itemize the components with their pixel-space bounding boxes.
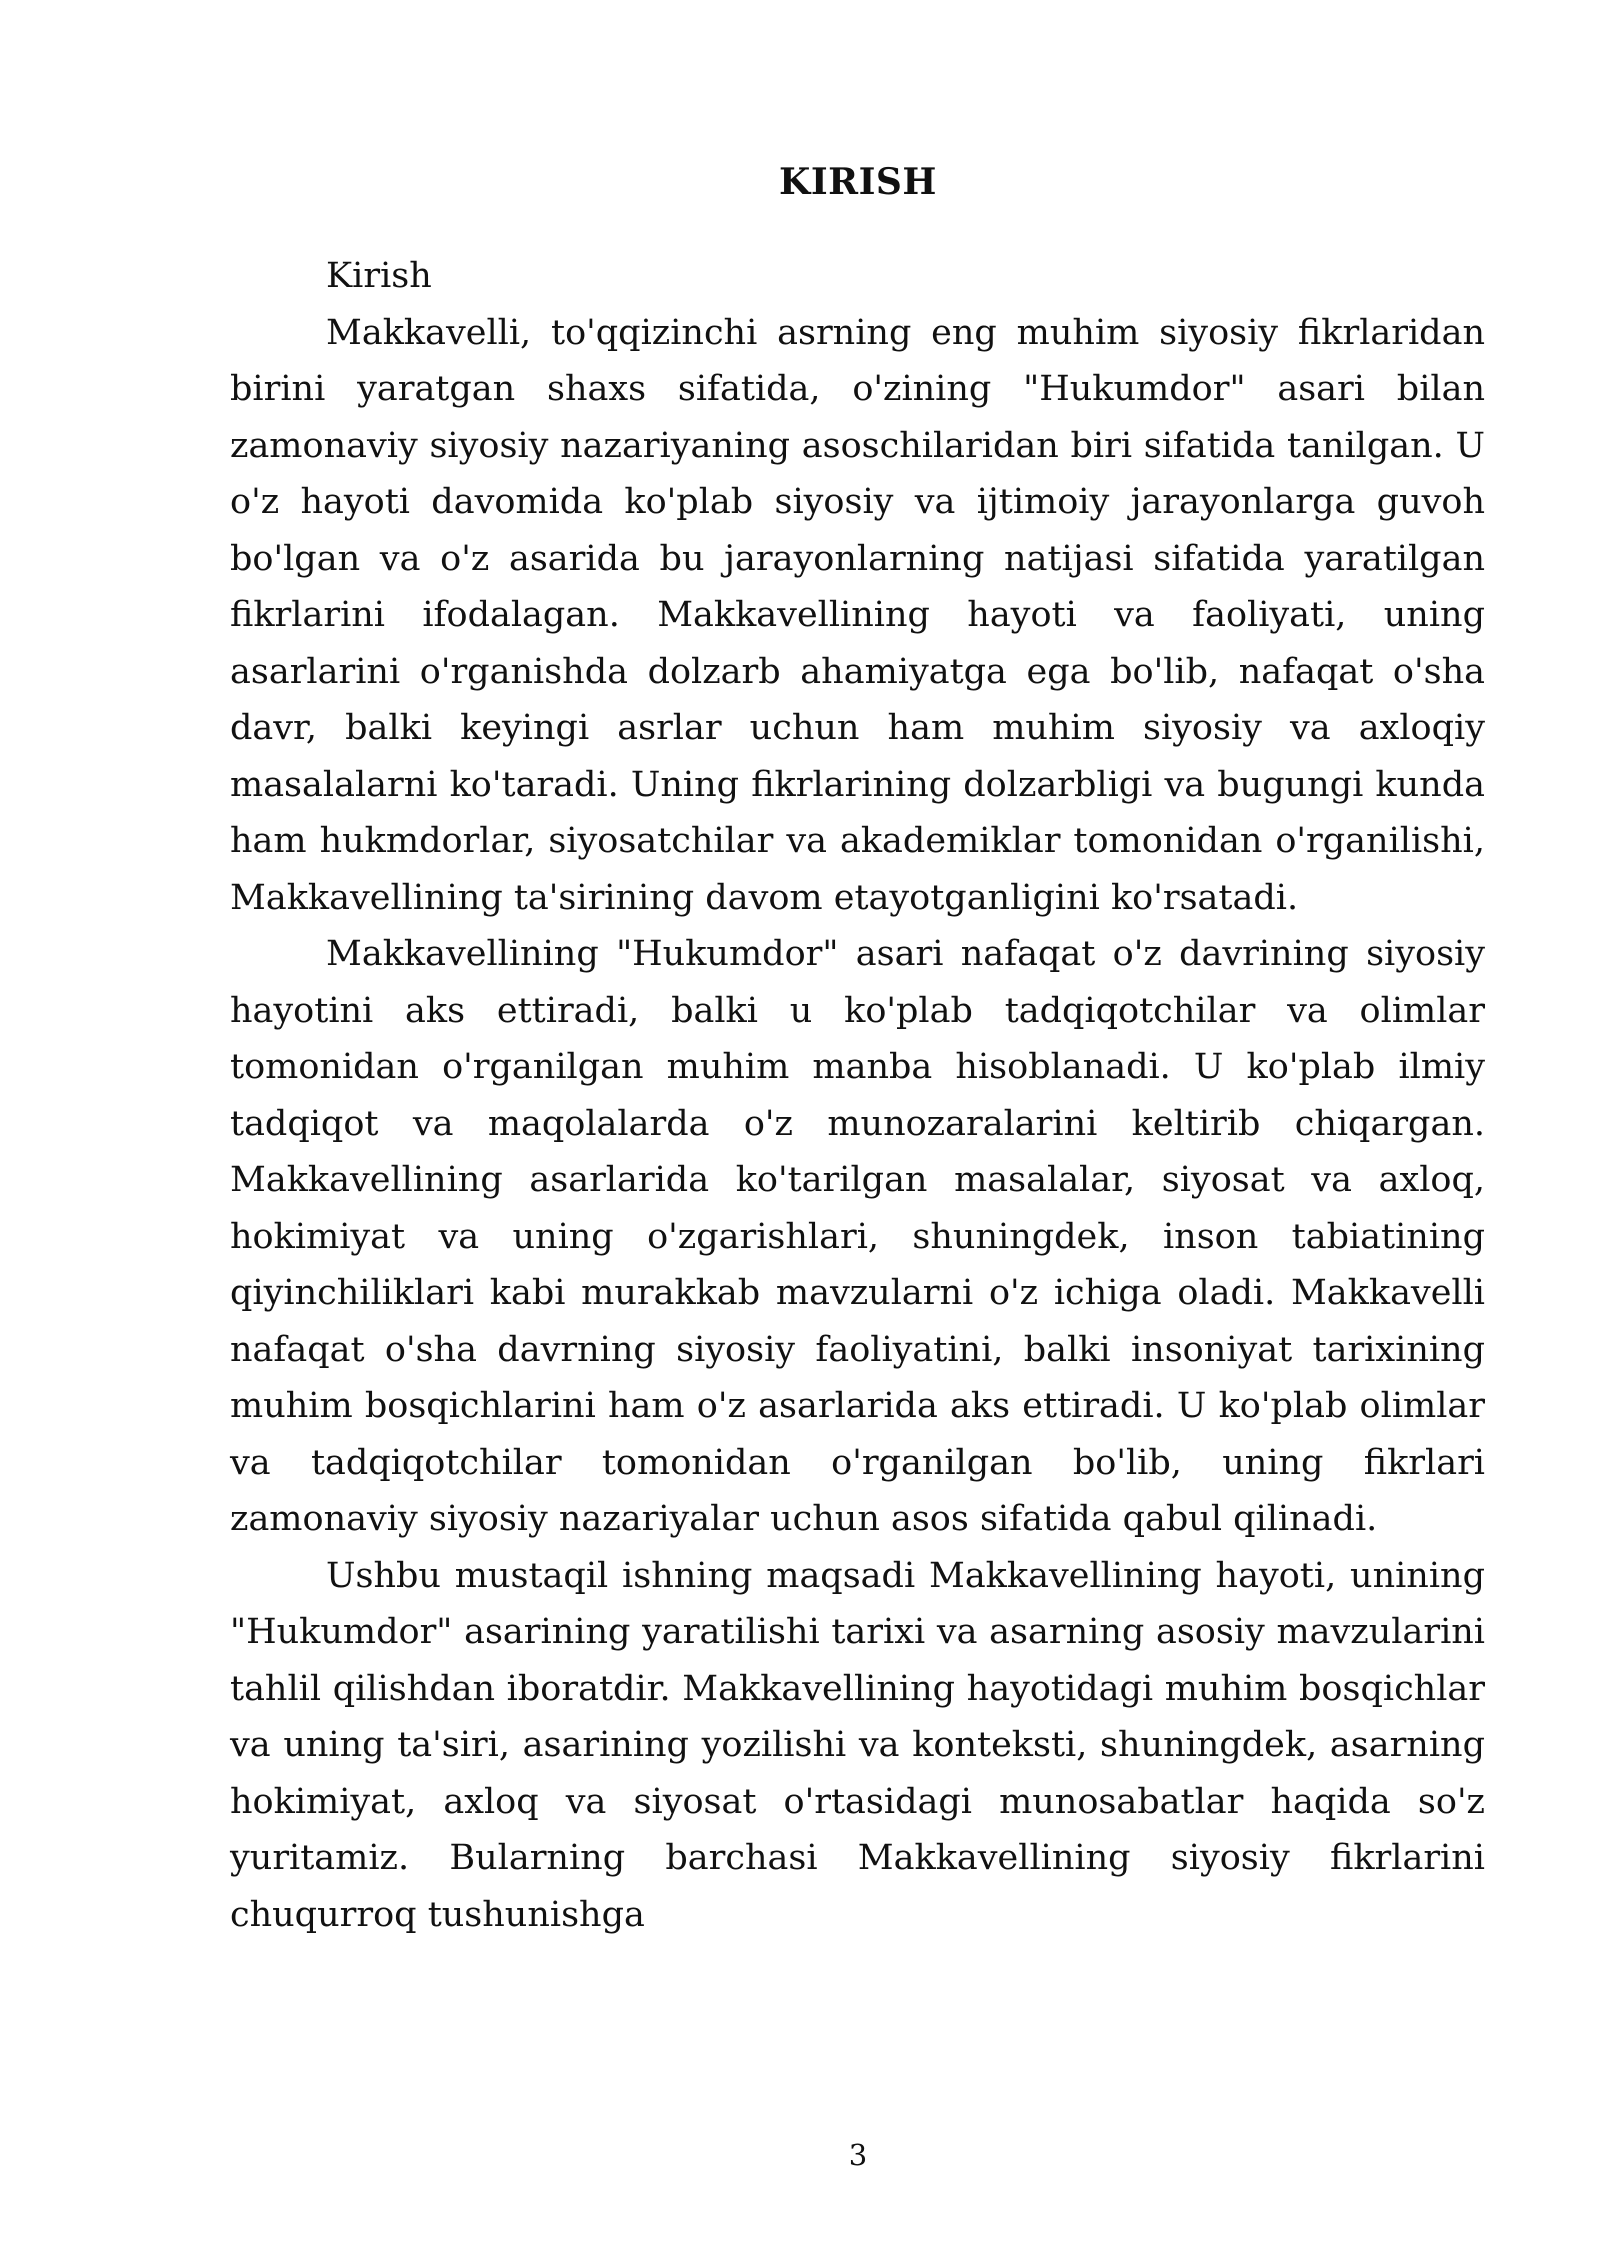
body-text [230, 248, 1485, 1943]
page-number: 3 [848, 2138, 868, 2172]
paragraph: Makkavelli, to'qqizinchi asrning eng muhim siyosiy fikrlaridan birini yaratgan shaxs sifatida, o'zining "Hukumdor" asari bilan zamonaviy siyosiy nazariyaning asoschilaridan biri sifatida tanilgan. U o'z hayoti davomida ko'plab siyosiy va ijtimoiy jarayonlarga guvoh bo'lgan va o'z asarida bu jarayonlarning natijasi sifatida yaratilgan fikrlarini ifodalagan. Makkavellining hayoti va faoliyati, uning asarlarini o'rganishda dolzarb ahamiyatga ega bo'lib, nafaqat o'sha davr, balki keyingi asrlar uchun ham muhim siyosiy va axloqiy masalalarni ko'taradi. Uning fikrlarining dolzarbligi va bugungi kunda ham hukmdorlar, siyosatchilar va akademiklar tomonidan o'rganilishi, Makkavellining ta'sirining davom etayotganligini ko'rsatadi. [230, 312, 1485, 918]
page-title: KIRISH [779, 161, 937, 203]
paragraph: Ushbu mustaqil ishning maqsadi Makkavellining hayoti, unining "Hukumdor" asarining yaratilishi tarixi va asarning asosiy mavzularini tahlil qilishdan iboratdir. Makkavellining hayotidagi muhim bosqichlar va uning ta'siri, asarining yozilishi va konteksti, shuningdek, asarning hokimiyat, axloq va siyosat o'rtasidagi munosabatlar haqida so'z yuritamiz. Bularning barchasi Makkavellining siyosiy fikrlarini chuqurroq tushunishga [230, 1555, 1485, 1935]
paragraph: Makkavellining "Hukumdor" asari nafaqat o'z davrining siyosiy hayotini aks ettiradi, balki u ko'plab tadqiqotchilar va olimlar tomonidan o'rganilgan muhim manba hisoblanadi. U ko'plab ilmiy tadqiqot va maqolalarda o'z munozaralarini keltirib chiqargan. Makkavellining asarlarida ko'tarilgan masalalar, siyosat va axloq, hokimiyat va uning o'zgarishlari, shuningdek, inson tabiatining qiyinchiliklari kabi murakkab mavzularni o'z ichiga oladi. Makkavelli nafaqat o'sha davrning siyosiy faoliyatini, balki insoniyat tarixining muhim bosqichlarini ham o'z asarlarida aks ettiradi. U ko'plab olimlar va tadqiqotchilar tomonidan o'rganilgan bo'lib, uning fikrlari zamonaviy siyosiy nazariyalar uchun asos sifatida qabul qilinadi. [230, 934, 1485, 1539]
paragraph-subheading: Kirish [326, 256, 432, 296]
